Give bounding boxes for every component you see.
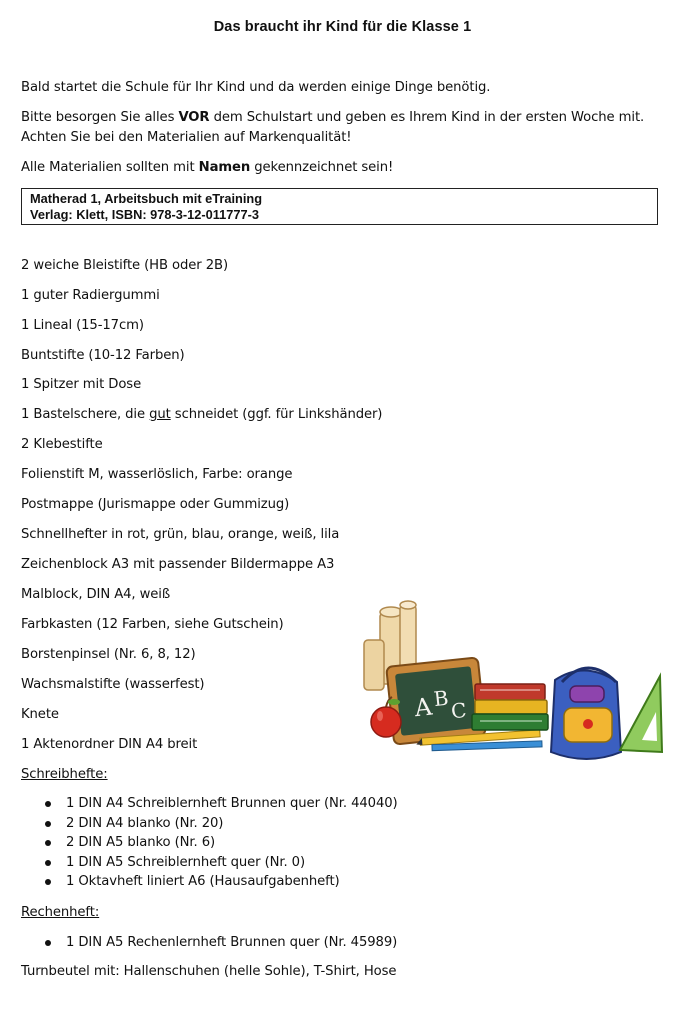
page-title: Das braucht ihr Kind für die Klasse 1 [213,19,472,35]
supply-item: Borstenpinsel (Nr. 6, 8, 12) [21,647,196,662]
workbook-title: Matherad 1, Arbeitsbuch mit eTraining [30,191,263,206]
supply-item: 2 Klebestifte [21,437,103,452]
supply-item: 1 Spitzer mit Dose [21,377,142,392]
list-item-label: 1 DIN A5 Schreiblernheft quer (Nr. 0) [66,854,306,870]
workbook-box [21,188,658,225]
supply-item: Folienstift M, wasserlöslich, Farbe: orange [21,467,293,482]
scissors-text-a: 1 Bastelschere, die [21,407,150,422]
workbook-publisher: Verlag: Klett, ISBN: 978-3-12-011777-3 [30,207,260,222]
list-item-label: 1 DIN A5 Rechenlernheft Brunnen quer (Nr. 45989) [66,935,398,950]
intro-paragraph-2 [21,108,661,148]
list-item [44,833,398,853]
supply-item: Farbkasten (12 Farben, siehe Gutschein) [21,617,284,632]
supply-item: Malblock, DIN A4, weiß [21,587,171,602]
bullet-icon [45,821,51,827]
supply-item: Wachsmalstifte (wasserfest) [21,677,205,692]
bullet-icon [45,801,51,807]
intro-p2-text-b: dem Schulstart und geben es Ihrem Kind in der ersten Woche mit. Achten Sie bei den Materialien auf Markenqualität! [21,110,645,145]
intro-paragraph-3 [21,158,661,178]
backpack-icon [551,668,621,759]
chalkboard-icon [386,657,486,744]
supply-item: 2 weiche Bleistifte (HB oder 2B) [21,258,228,273]
rechenheft-heading: Rechenheft: [21,905,100,920]
svg-text:C: C [449,697,468,724]
svg-text:A: A [413,692,434,723]
supply-item-scissors [21,406,382,424]
intro-p3-text-b: gekennzeichnet sein! [250,160,394,175]
intro-p3-bold: Namen [198,160,251,175]
list-item [44,794,398,814]
triangle-ruler-icon [620,676,662,752]
list-item [44,853,398,873]
schreibhefte-list [44,794,398,892]
rechenheft-list [44,933,397,953]
supply-item: Postmappe (Jurismappe oder Gummizug) [21,497,290,512]
apple-icon [371,697,401,737]
scissors-underlined-word: gut [149,407,171,422]
bullet-icon [45,840,51,846]
intro-p3-text-a: Alle Materialien sollten mit [21,160,199,175]
supply-item: 1 Lineal (15-17cm) [21,318,144,333]
supply-item: Buntstifte (10-12 Farben) [21,348,185,363]
school-supplies-clipart-icon [350,600,670,780]
supply-item: Schnellhefter in rot, grün, blau, orange, weiß, lila [21,527,340,542]
supply-item: 1 guter Radiergummi [21,288,160,303]
intro-p2-text-a: Bitte besorgen Sie alles [21,110,179,125]
schreibhefte-heading: Schreibhefte: [21,767,108,782]
intro-paragraph-1: Bald startet die Schule für Ihr Kind und da werden einige Dinge benötig. [21,80,491,95]
intro-p2-bold: VOR [178,110,210,125]
list-item-label: 2 DIN A5 blanko (Nr. 6) [66,835,216,850]
list-item [44,872,398,892]
svg-text:B: B [432,685,450,712]
list-item-label: 2 DIN A4 blanko (Nr. 20) [66,815,224,831]
bullet-icon [45,860,51,866]
bullet-icon [45,940,51,946]
list-item [44,933,397,953]
scissors-text-b: schneidet (ggf. für Linkshänder) [170,407,383,422]
books-icon [472,684,548,730]
list-item-label: 1 Oktavheft liniert A6 (Hausaufgabenheft) [66,874,340,889]
footer-line: Turnbeutel mit: Hallenschuhen (helle Sohle), T-Shirt, Hose [21,964,397,979]
bullet-icon [45,879,51,885]
supply-item: Knete [21,707,59,722]
supply-item: Zeichenblock A3 mit passender Bildermappe A3 [21,557,335,572]
list-item [44,814,398,834]
list-item-label: 1 DIN A4 Schreiblernheft Brunnen quer (Nr. 44040) [66,796,398,811]
supply-item: 1 Aktenordner DIN A4 breit [21,737,198,752]
